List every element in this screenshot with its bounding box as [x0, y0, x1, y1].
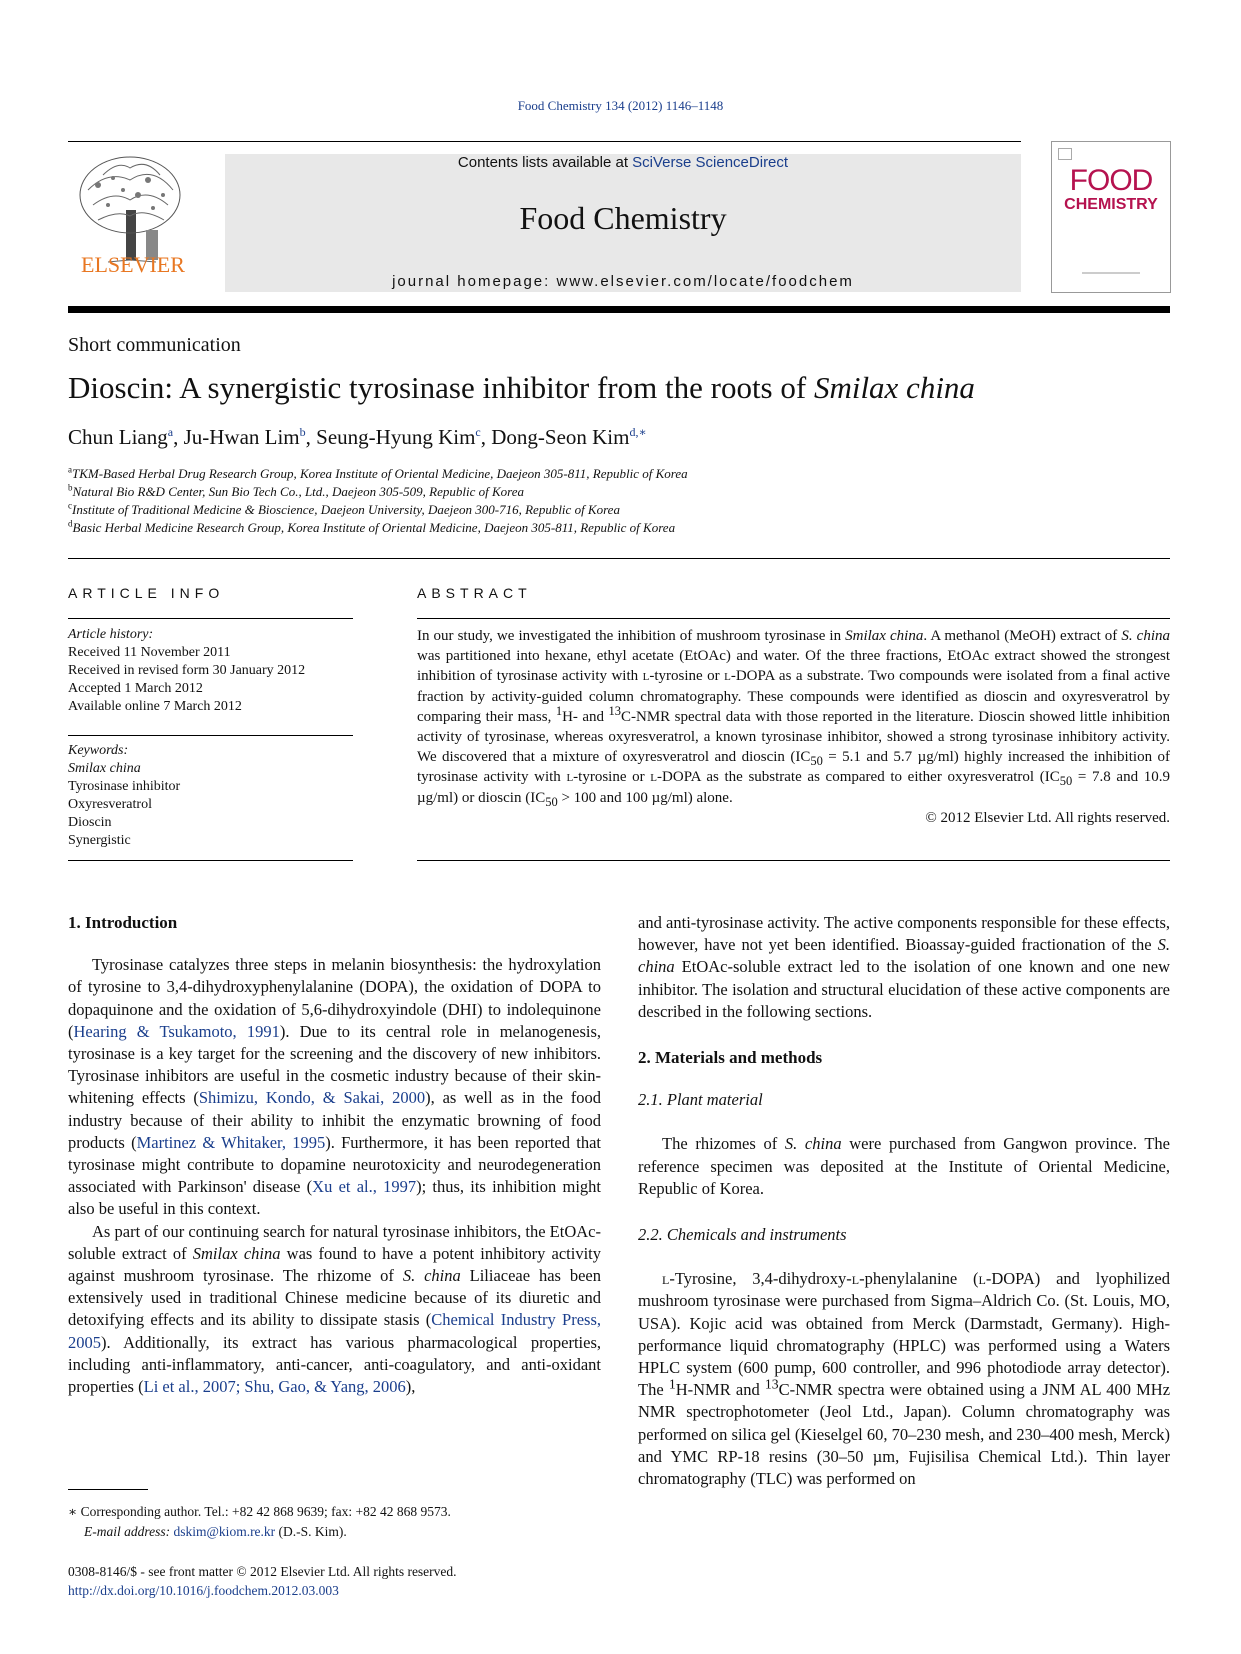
- abstract-copyright: © 2012 Elsevier Ltd. All rights reserved.: [925, 809, 1170, 826]
- article-title: [68, 370, 975, 406]
- abstract-text: [417, 626, 1170, 828]
- keyword: Oxyresveratrol: [68, 797, 152, 812]
- journal-homepage[interactable]: journal homepage: www.elsevier.com/locate/foodchem: [392, 273, 854, 290]
- keywords-rule: [68, 735, 353, 736]
- author: Ju-Hwan Lim: [183, 425, 300, 449]
- issn-block: [68, 1562, 457, 1600]
- history-label: Article history:: [68, 627, 154, 642]
- intro-paragraph-1: Tyrosinase catalyzes three steps in melanin biosynthesis: the hydroxylation of tyrosine to 3,4-dihydroxyphenylalanine (DOPA), the oxidation of DOPA to dopaquinone and the oxidation of 5,6-dihydroxyindole (DHI) to indolequinone (Hearing & Tsukamoto, 1991). Due to its central role in melanogenesis, tyrosinase is a key target for the screening and the discovery of new inhibitors. Tyrosinase inhibitors are useful in the cosmetic industry because of their skin-whitening effects (Shimizu, Kondo, & Sakai, 2000), as well as in the food industry because of their ability to inhibit the enzymatic browning of food products (Martinez & Whitaker, 1995). Furthermore, it has been reported that tyrosinase might contribute to dopamine neurotoxicity and neurodegeneration associated with Parkinson' disease (Xu et al., 1997); thus, its inhibition might also be useful in this context.: [68, 955, 601, 1219]
- corresponding-author: ∗ Corresponding author. Tel.: +82 42 868 9639; fax: +82 42 868 9573.: [68, 1504, 451, 1519]
- affil-marker: a: [68, 464, 72, 475]
- affiliation: [68, 501, 688, 519]
- author-sep: ,: [173, 425, 184, 449]
- author: Chun Liang: [68, 425, 168, 449]
- title-rule: [68, 558, 1170, 559]
- citation-link[interactable]: Hearing & Tsukamoto, 1991: [73, 1021, 280, 1041]
- intro-paragraph-2: As part of our continuing search for natural tyrosinase inhibitors, the EtOAc-soluble extract of Smilax china was found to have a potent inhibitory activity against mushroom tyrosinase. The rhizome of S. china Liliaceae has been extensively used in traditional Chinese medicine because of its diuretic and detoxifying effects and its ability to dissipate stasis (Chemical Industry Press, 2005). Additionally, its extract has various pharmacological properties, including anti-inflammatory, anti-cancer, anti-coagulatory, and anti-oxidant properties (Li et al., 2007; Shu, Gao, & Yang, 2006),: [68, 1221, 602, 1397]
- author-affil-link[interactable]: c: [475, 425, 481, 439]
- affiliations: [68, 465, 688, 537]
- journal-cover[interactable]: [1051, 141, 1171, 293]
- author-affil-link[interactable]: b: [299, 425, 306, 439]
- subsection-heading-chemicals: 2.2. Chemicals and instruments: [638, 1225, 847, 1245]
- keyword: Dioscin: [68, 815, 112, 830]
- cover-logo-icon: [1058, 148, 1072, 160]
- title-main: Dioscin: A synergistic tyrosinase inhibitor from the roots of: [68, 370, 814, 405]
- footnote: [68, 1502, 451, 1542]
- section-heading-methods: 2. Materials and methods: [638, 1048, 823, 1068]
- abstract-bottom-rule: [417, 860, 1170, 861]
- contents-line: [225, 154, 1021, 171]
- email-link[interactable]: dskim@kiom.re.kr: [173, 1524, 276, 1539]
- keyword: Synergistic: [68, 833, 131, 848]
- author-affil-link[interactable]: d,∗: [629, 425, 647, 439]
- abstract-rule: [417, 618, 1170, 619]
- header-thick-rule: [68, 306, 1170, 313]
- affil-text: Institute of Traditional Medicine & Bioscience, Daejeon University, Daejeon 300-716, Republic of Korea: [72, 502, 620, 517]
- affil-text: Basic Herbal Medicine Research Group, Korea Institute of Oriental Medicine, Daejeon 305-811, Republic of Korea: [72, 520, 676, 535]
- affil-marker: d: [68, 518, 73, 529]
- author: Seung-Hyung Kim: [316, 425, 476, 449]
- cover-title-chemistry: CHEMISTRY: [1064, 196, 1158, 213]
- author-list: [68, 425, 647, 450]
- affil-text: TKM-Based Herbal Drug Research Group, Korea Institute of Oriental Medicine, Daejeon 305-811, Republic of Korea: [72, 466, 688, 481]
- affiliation: [68, 519, 688, 537]
- article-info-heading: ARTICLE INFO: [68, 585, 225, 601]
- article-history: [68, 626, 305, 716]
- keyword: Smilax china: [68, 761, 141, 776]
- subsection-heading-plant-material: 2.1. Plant material: [638, 1090, 763, 1110]
- section-heading-introduction: 1. Introduction: [68, 913, 178, 932]
- issn-line: 0308-8146/$ - see front matter © 2012 Elsevier Ltd. All rights reserved.: [68, 1564, 457, 1579]
- cover-text-line: [1082, 272, 1140, 274]
- article-info-bottom-rule: [68, 860, 353, 861]
- abstract-body: In our study, we investigated the inhibition of mushroom tyrosinase in Smilax china. A methanol (MeOH) extract of S. china was partitioned into hexane, ethyl acetate (EtOAc) and water. Of the three fractions, EtOAc extract showed the strongest inhibition of tyrosinase activity with l-tyrosine or l-DOPA as a substrate. Two compounds were isolated from a final active fraction by activity-guided column chromatography. These compounds were identified as dioscin and oxyresveratrol by comparing their mass, $^1$H- and $^{13}$C-NMR spectral data with those reported in the literature. Dioscin showed little inhibition activity of tyrosinase, whereas oxyresveratrol, a known tyrosinase inhibitor, showed a strong tyrosinase inhibitory activity. We discovered that a mixture of oxyresveratrol and dioscin ($IC_{50} = 5.1$ and 5.7 µg/ml) highly increased the inhibition of tyrosinase activity with l-tyrosine or l-DOPA as the substrate as compared to either oxyresveratrol ($IC_{50} = 7.8$ and 10.9 µg/ml) or dioscin ($IC_{50} > 100$ and 100 µg/ml) alone.: [417, 628, 1170, 809]
- citation-link[interactable]: Chemical Industry Press, 2005: [68, 1310, 602, 1352]
- affiliation: [68, 465, 688, 483]
- citation-link[interactable]: Xu et al., 1997: [312, 1177, 417, 1197]
- contents-prefix: Contents lists available at: [457, 154, 633, 171]
- plant-material-paragraph: The rhizomes of S. china were purchased from Gangwon province. The reference specimen was deposited at the Institute of Oriental Medicine, Republic of Korea.: [638, 1134, 1170, 1198]
- keywords: [68, 742, 180, 850]
- footnote-rule: [68, 1489, 148, 1490]
- citation-link[interactable]: Li et al., 2007; Shu, Gao, & Yang, 2006: [143, 1377, 406, 1397]
- column-left: [68, 912, 601, 1398]
- affil-marker: b: [68, 482, 73, 493]
- affiliation: [68, 483, 688, 501]
- header-rule: [68, 141, 1021, 142]
- citation-link[interactable]: Martinez & Whitaker, 1995: [136, 1132, 326, 1152]
- intro-continuation: and anti-tyrosinase activity. The active components responsible for these effects, however, have not yet been identified. Bioassay-guided fractionation of the S. china EtOAc-soluble extract led to the isolation of one known and one new inhibitor. The isolation and structural elucidation of these active components are described in the following sections.: [638, 913, 1170, 1021]
- column-right: [638, 912, 1170, 1490]
- keywords-label: Keywords:: [68, 743, 129, 758]
- history-item: Received 11 November 2011: [68, 645, 231, 660]
- article-info-rule: [68, 618, 353, 619]
- chemicals-paragraph: l-Tyrosine, 3,4-dihydroxy-l-phenylalanine (l-DOPA) and lyophilized mushroom tyrosinase were purchased from Sigma–Aldrich Co. (St. Louis, MO, USA). Kojic acid was obtained from Merck (Darmstadt, Germany). High-performance liquid chromatography (HPLC) was performed using a Waters HPLC system (600 pump, 600 controller, and 996 photodiode array detector). The $^1$H-NMR and $^{13}$C-NMR spectra were obtained using a JNM AL 400 MHz NMR spectrophotometer (Jeol Ltd., Japan). Column chromatography was performed on silica gel (Kieselgel 60, 70–230 mesh, and 230–400 mesh, Merck) and YMC RP-18 resins (30–50 µm, Fujisilisa Chemical Ltd.). Thin layer chromatography (TLC) was performed on: [638, 1269, 1171, 1489]
- title-italic: Smilax china: [813, 370, 975, 405]
- elsevier-wordmark: ELSEVIER: [81, 252, 185, 277]
- journal-citation[interactable]: Food Chemistry 134 (2012) 1146–1148: [517, 98, 724, 113]
- cover-title-food: FOOD: [1069, 164, 1153, 197]
- history-item: Accepted 1 March 2012: [68, 681, 203, 696]
- doi-link[interactable]: http://dx.doi.org/10.1016/j.foodchem.2012.03.003: [68, 1583, 339, 1598]
- author: Dong-Seon Kim: [491, 425, 630, 449]
- history-item: Available online 7 March 2012: [68, 699, 242, 714]
- abstract-heading: ABSTRACT: [417, 585, 532, 601]
- citation-link[interactable]: Shimizu, Kondo, & Sakai, 2000: [198, 1088, 426, 1108]
- author-affil-link[interactable]: a: [167, 425, 174, 439]
- email-line: E-mail address: dskim@kiom.re.kr (D.-S. Kim).: [84, 1524, 347, 1539]
- sciencedirect-link[interactable]: SciVerse ScienceDirect: [632, 154, 789, 171]
- journal-name: Food Chemistry: [519, 200, 727, 236]
- keyword: Tyrosinase inhibitor: [68, 779, 181, 794]
- history-item: Received in revised form 30 January 2012: [68, 663, 306, 678]
- affil-marker: c: [68, 500, 72, 511]
- author-sep: ,: [480, 425, 492, 449]
- affil-text: Natural Bio R&D Center, Sun Bio Tech Co., Ltd., Daejeon 305-509, Republic of Korea: [72, 484, 524, 499]
- elsevier-logo[interactable]: [68, 150, 198, 290]
- author-sep: ,: [305, 425, 317, 449]
- article-type: Short communication: [68, 334, 241, 356]
